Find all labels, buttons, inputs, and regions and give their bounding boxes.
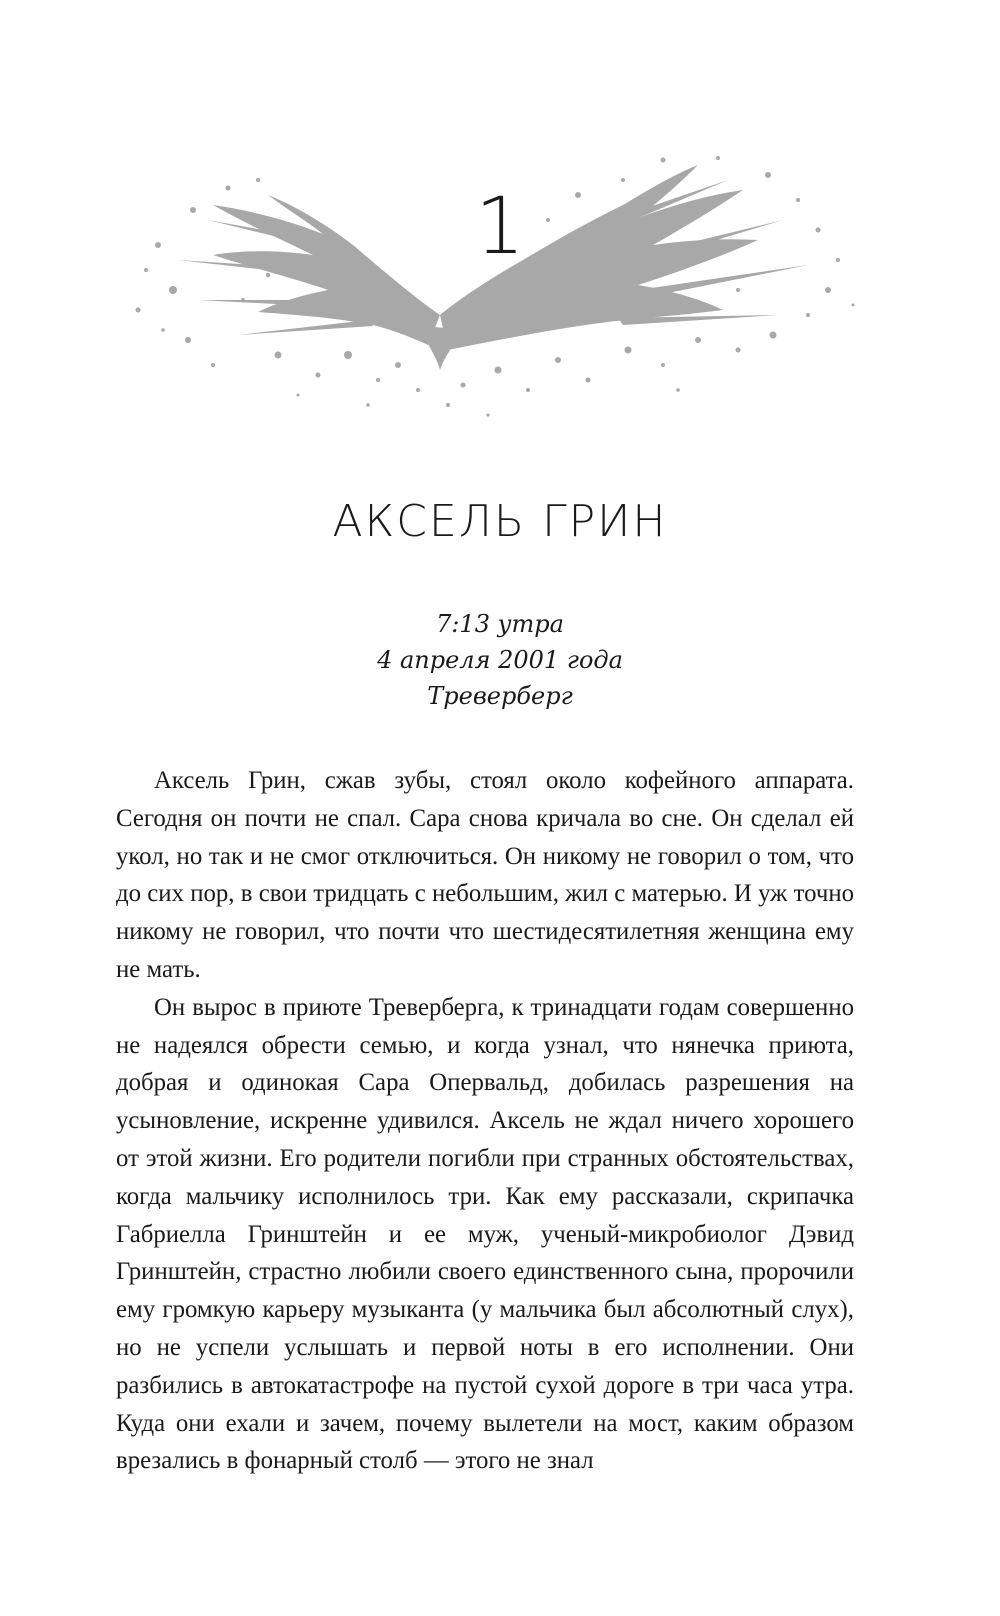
chapter-title: АКСЕЛЬ ГРИН xyxy=(332,496,668,547)
dateline-date: 4 апреля 2001 года xyxy=(377,646,623,674)
chapter-number: 1 xyxy=(475,182,525,272)
dateline-place: Треверберг xyxy=(427,682,573,710)
chapter-body xyxy=(116,762,854,1480)
paragraph: Аксель Грин, сжав зубы, стоял около кофейного аппарата. Сегодня он почти не спал. Сара снова кричала во сне. Он сделал ей укол, но так и не смог отключиться. Он никому не говорил о том, что до сих пор, в свои тридцать с небольшим, жил с матерью. И уж точно никому не говорил, что почти что шестидесятилетняя женщина ему не мать. xyxy=(116,767,854,983)
dateline-time: 7:13 утра xyxy=(436,610,564,638)
dateline xyxy=(0,606,1000,714)
paragraph: Он вырос в приюте Треверберга, к тринадцати годам совершенно не надеялся обрести семью, и когда узнал, что нянечка приюта, добрая и одинокая Сара Опервальд, добилась разрешения на усыновление, искренне удивился. Аксель не ждал ничего хорошего от этой жизни. Его родители погибли при странных обстоятельствах, когда мальчику исполнилось три. Как ему рассказали, скрипачка Габриелла Гринштейн и ее муж, ученый-микробиолог Дэвид Гринштейн, страстно любили своего единственного сына, пророчили ему громкую карьеру музыканта (у мальчика был абсолютный слух), но не успели услышать и первой ноты в его исполнении. Они разбились в автокатастрофе на пустой сухой дороге в три часа утра. Куда они ехали и зачем, почему вылетели на мост, каким образом врезались в фонарный столб — этого не знал xyxy=(116,993,854,1475)
